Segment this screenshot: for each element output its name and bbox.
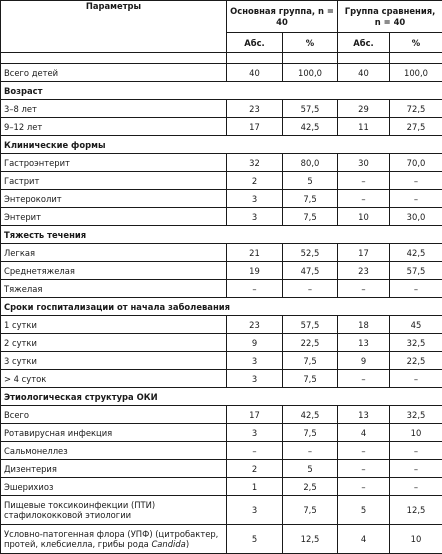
cell-pct-group1: 7,5 bbox=[283, 208, 338, 226]
cell-abs-group1: 23 bbox=[227, 316, 283, 334]
cell-abs-group2: 23 bbox=[338, 262, 390, 280]
section-row bbox=[1, 388, 442, 406]
row-label: 2 сутки bbox=[1, 334, 227, 352]
cell-pct-group1: 52,5 bbox=[283, 244, 338, 262]
cell-pct-group1: 57,5 bbox=[283, 100, 338, 118]
section-row bbox=[1, 136, 442, 154]
cell-pct-group2: – bbox=[390, 442, 442, 460]
cell-abs-group2: – bbox=[338, 172, 390, 190]
cell-abs-group2: 30 bbox=[338, 154, 390, 172]
cell-abs-group1: 19 bbox=[227, 262, 283, 280]
section-title: Клинические формы bbox=[1, 136, 442, 154]
cell-abs-group2: – bbox=[338, 460, 390, 478]
row-label: 3 сутки bbox=[1, 352, 227, 370]
table-row bbox=[1, 280, 442, 298]
cell-abs-group2: – bbox=[338, 442, 390, 460]
cell-pct-group2: – bbox=[390, 190, 442, 208]
row-label: 9–12 лет bbox=[1, 118, 227, 136]
cell-abs-group2: – bbox=[338, 370, 390, 388]
cell-abs-group1: 3 bbox=[227, 370, 283, 388]
table-row bbox=[1, 154, 442, 172]
cell-pct-group2: 57,5 bbox=[390, 262, 442, 280]
cell-abs-group1: 3 bbox=[227, 424, 283, 442]
row-label: Гастроэнтерит bbox=[1, 154, 227, 172]
cell-pct-group1: 42,5 bbox=[283, 118, 338, 136]
row-label: Сальмонеллез bbox=[1, 442, 227, 460]
header-group1: Основная группа, n = 40 bbox=[227, 1, 338, 33]
cell-pct-group2: 22,5 bbox=[390, 352, 442, 370]
cell-pct-group2: 72,5 bbox=[390, 100, 442, 118]
row-label: Ротавирусная инфекция bbox=[1, 424, 227, 442]
table-row bbox=[1, 262, 442, 280]
row-label: Легкая bbox=[1, 244, 227, 262]
table-row bbox=[1, 100, 442, 118]
section-row bbox=[1, 82, 442, 100]
cell-pct-group2: 42,5 bbox=[390, 244, 442, 262]
cell-pct-group2: 30,0 bbox=[390, 208, 442, 226]
row-label: Энтерит bbox=[1, 208, 227, 226]
section-title: Сроки госпитализации от начала заболевания bbox=[1, 298, 442, 316]
cell-pct-group1: – bbox=[283, 442, 338, 460]
cell-pct-group2: 32,5 bbox=[390, 334, 442, 352]
cell-pct-group2: 32,5 bbox=[390, 406, 442, 424]
table-row bbox=[1, 442, 442, 460]
section-title: Тяжесть течения bbox=[1, 226, 442, 244]
table-row bbox=[1, 118, 442, 136]
cell-abs-group2: 10 bbox=[338, 208, 390, 226]
cell-pct-group2: 10 bbox=[390, 525, 442, 554]
cell-pct-group2: – bbox=[390, 460, 442, 478]
cell-pct-group2: 12,5 bbox=[390, 496, 442, 525]
table-row bbox=[1, 190, 442, 208]
row-label: Тяжелая bbox=[1, 280, 227, 298]
header-spacer-row bbox=[1, 53, 442, 64]
table-row bbox=[1, 334, 442, 352]
cell-abs-group2: 13 bbox=[338, 406, 390, 424]
cell-pct-group2: – bbox=[390, 478, 442, 496]
italic-genus-name: Candida bbox=[151, 539, 185, 549]
row-label: 3–8 лет bbox=[1, 100, 227, 118]
table-row bbox=[1, 496, 442, 525]
cell-abs-group2: 18 bbox=[338, 316, 390, 334]
row-label: Всего детей bbox=[1, 64, 227, 82]
cell-abs-group2: 17 bbox=[338, 244, 390, 262]
cell-abs-group1: – bbox=[227, 442, 283, 460]
cell-pct-group2: – bbox=[390, 280, 442, 298]
table-row bbox=[1, 478, 442, 496]
cell-abs-group1: 3 bbox=[227, 208, 283, 226]
cell-abs-group2: 9 bbox=[338, 352, 390, 370]
cell-abs-group1: 2 bbox=[227, 460, 283, 478]
cell-pct-group2: 100,0 bbox=[390, 64, 442, 82]
cell-abs-group1: 17 bbox=[227, 406, 283, 424]
cell-pct-group1: 22,5 bbox=[283, 334, 338, 352]
row-label: Дизентерия bbox=[1, 460, 227, 478]
header-abs-group1: Абс. bbox=[227, 33, 283, 53]
cell-abs-group1: 3 bbox=[227, 496, 283, 525]
cell-pct-group1: 7,5 bbox=[283, 424, 338, 442]
cell-abs-group1: 21 bbox=[227, 244, 283, 262]
row-label: Среднетяжелая bbox=[1, 262, 227, 280]
header-abs-group2: Абс. bbox=[338, 33, 390, 53]
cell-pct-group2: 27,5 bbox=[390, 118, 442, 136]
cell-abs-group1: 3 bbox=[227, 352, 283, 370]
cell-abs-group1: 32 bbox=[227, 154, 283, 172]
table-body bbox=[1, 64, 442, 554]
cell-abs-group1: 9 bbox=[227, 334, 283, 352]
cell-abs-group2: 5 bbox=[338, 496, 390, 525]
cell-pct-group2: 45 bbox=[390, 316, 442, 334]
section-title: Возраст bbox=[1, 82, 442, 100]
table-row bbox=[1, 64, 442, 82]
cell-abs-group2: 11 bbox=[338, 118, 390, 136]
table-row bbox=[1, 316, 442, 334]
header-params: Параметры bbox=[1, 1, 227, 53]
header-group2: Группа сравнения, n = 40 bbox=[338, 1, 442, 33]
row-label: Пищевые токсикоинфекции (ПТИ) стафилококковой этиологии bbox=[1, 496, 227, 525]
cell-abs-group1: 5 bbox=[227, 525, 283, 554]
row-label: Условно-патогенная флора (УПФ) (цитробактер, протей, клебсиелла, грибы рода Candida) bbox=[1, 525, 227, 554]
cell-abs-group1: 3 bbox=[227, 190, 283, 208]
cell-pct-group2: 10 bbox=[390, 424, 442, 442]
section-row bbox=[1, 226, 442, 244]
cell-pct-group2: 70,0 bbox=[390, 154, 442, 172]
table-row bbox=[1, 208, 442, 226]
cell-abs-group1: 40 bbox=[227, 64, 283, 82]
cell-abs-group2: 4 bbox=[338, 525, 390, 554]
cell-abs-group2: 40 bbox=[338, 64, 390, 82]
cell-pct-group1: – bbox=[283, 280, 338, 298]
row-label: Гастрит bbox=[1, 172, 227, 190]
cell-pct-group1: 7,5 bbox=[283, 352, 338, 370]
cell-pct-group2: – bbox=[390, 172, 442, 190]
table-row bbox=[1, 370, 442, 388]
cell-pct-group1: 7,5 bbox=[283, 190, 338, 208]
cell-abs-group2: – bbox=[338, 478, 390, 496]
cell-pct-group1: 57,5 bbox=[283, 316, 338, 334]
section-title: Этиологическая структура ОКИ bbox=[1, 388, 442, 406]
cell-abs-group1: 2 bbox=[227, 172, 283, 190]
header-pct-group2: % bbox=[390, 33, 442, 53]
table-row bbox=[1, 352, 442, 370]
cell-abs-group1: – bbox=[227, 280, 283, 298]
cell-pct-group1: 100,0 bbox=[283, 64, 338, 82]
table-row bbox=[1, 424, 442, 442]
table-row bbox=[1, 525, 442, 554]
cell-abs-group1: 17 bbox=[227, 118, 283, 136]
cell-abs-group2: – bbox=[338, 280, 390, 298]
cell-pct-group1: 80,0 bbox=[283, 154, 338, 172]
row-label: Энтероколит bbox=[1, 190, 227, 208]
row-label: > 4 суток bbox=[1, 370, 227, 388]
cell-abs-group1: 23 bbox=[227, 100, 283, 118]
cell-abs-group1: 1 bbox=[227, 478, 283, 496]
cell-pct-group1: 42,5 bbox=[283, 406, 338, 424]
cell-pct-group1: 2,5 bbox=[283, 478, 338, 496]
cell-pct-group1: 12,5 bbox=[283, 525, 338, 554]
cell-abs-group2: 13 bbox=[338, 334, 390, 352]
table-row bbox=[1, 460, 442, 478]
cell-pct-group1: 5 bbox=[283, 172, 338, 190]
table-row bbox=[1, 172, 442, 190]
table-row bbox=[1, 406, 442, 424]
row-label: Всего bbox=[1, 406, 227, 424]
cell-pct-group1: 7,5 bbox=[283, 370, 338, 388]
row-label: Эшерихиоз bbox=[1, 478, 227, 496]
section-row bbox=[1, 298, 442, 316]
cell-pct-group2: – bbox=[390, 370, 442, 388]
cell-abs-group2: 4 bbox=[338, 424, 390, 442]
cell-abs-group2: – bbox=[338, 190, 390, 208]
cell-pct-group1: 47,5 bbox=[283, 262, 338, 280]
cell-abs-group2: 29 bbox=[338, 100, 390, 118]
cell-pct-group1: 7,5 bbox=[283, 496, 338, 525]
table-row bbox=[1, 244, 442, 262]
header-pct-group1: % bbox=[283, 33, 338, 53]
row-label: 1 сутки bbox=[1, 316, 227, 334]
cell-pct-group1: 5 bbox=[283, 460, 338, 478]
